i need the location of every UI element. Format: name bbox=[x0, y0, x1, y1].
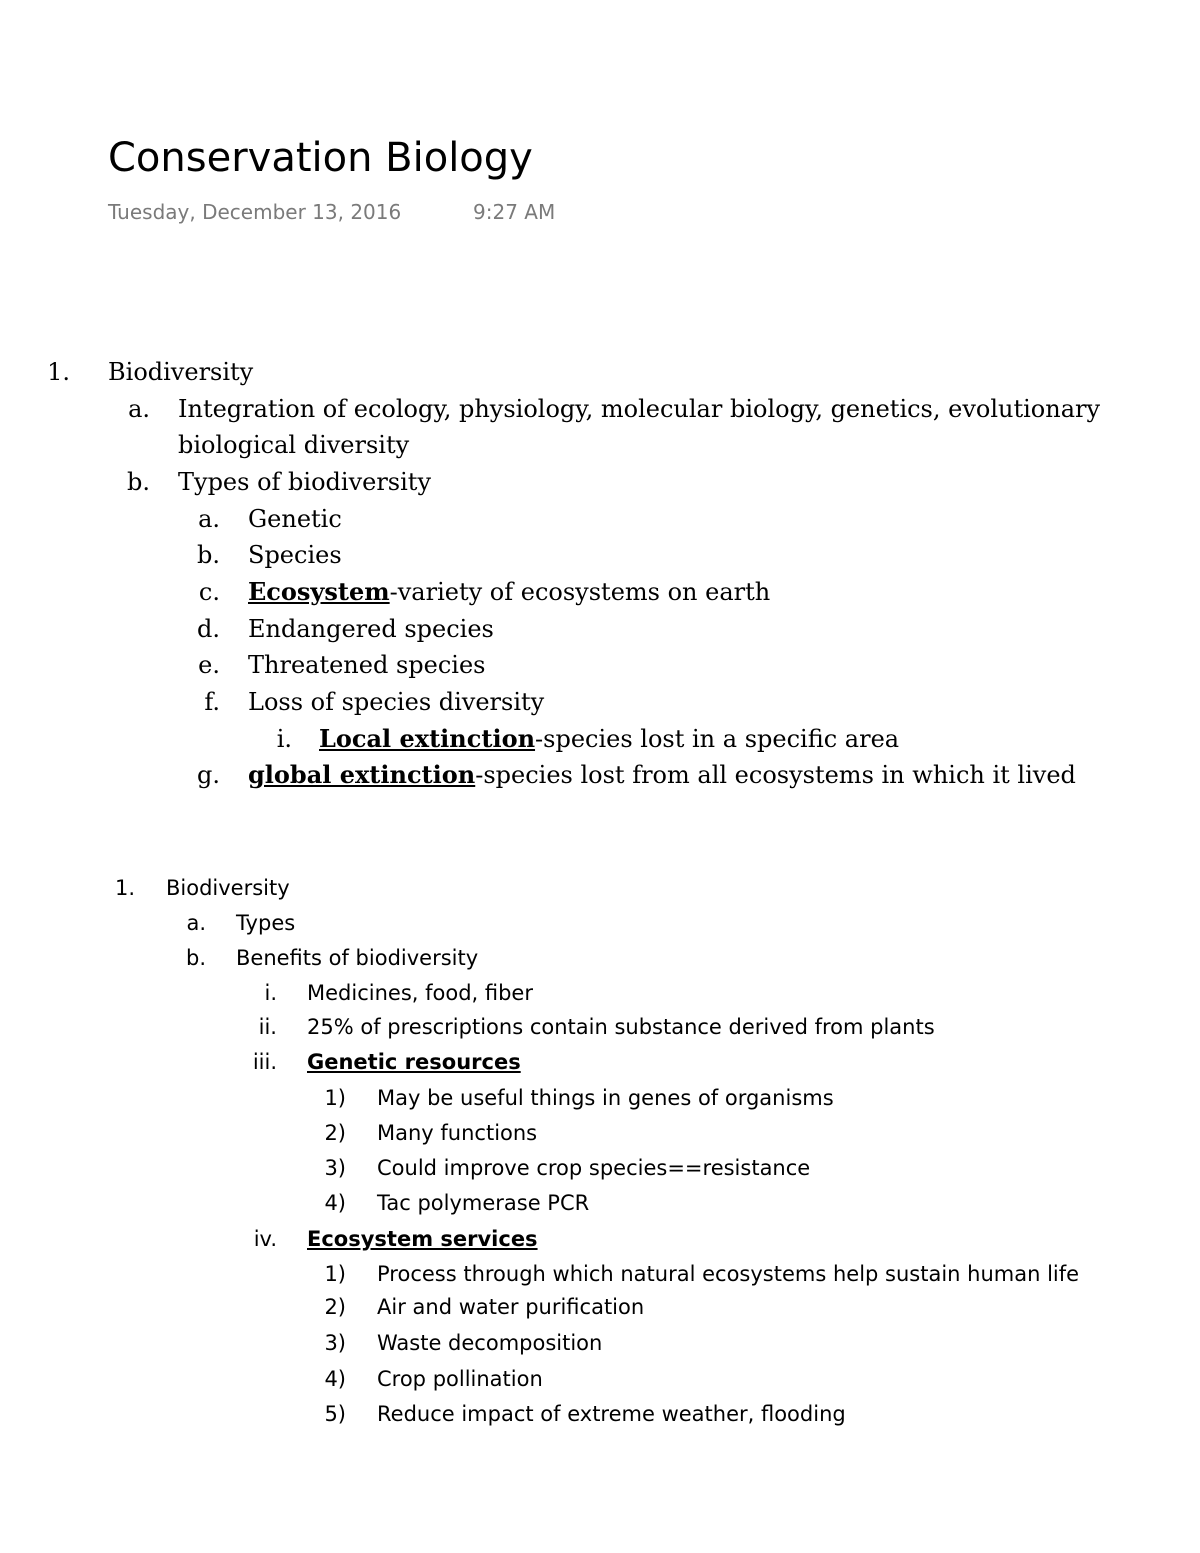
list-marker: i. bbox=[276, 725, 292, 753]
key-term: global extinction bbox=[248, 760, 476, 789]
list-marker: e. bbox=[198, 651, 220, 679]
list-marker: i. bbox=[264, 981, 277, 1005]
key-term: Ecosystem bbox=[248, 577, 390, 606]
list-item-text: Threatened species bbox=[248, 651, 486, 679]
list-item-text: Reduce impact of extreme weather, flooding bbox=[377, 1402, 846, 1426]
list-item-text: Could improve crop species==resistance bbox=[377, 1156, 811, 1180]
list-marker: 1. bbox=[47, 358, 70, 386]
list-item-text: Medicines, food, fiber bbox=[307, 981, 533, 1005]
list-item-text: Tac polymerase PCR bbox=[377, 1191, 590, 1215]
note-time: 9:27 AM bbox=[473, 200, 556, 224]
list-marker: 2) bbox=[324, 1295, 346, 1319]
list-marker: 1) bbox=[324, 1086, 346, 1110]
key-term: Local extinction bbox=[319, 724, 536, 753]
list-item-text: Types bbox=[236, 911, 296, 935]
note-date: Tuesday, December 13, 2016 bbox=[108, 200, 402, 224]
list-marker: 2) bbox=[324, 1121, 346, 1145]
list-marker: iv. bbox=[253, 1227, 277, 1251]
list-item-text: Biodiversity bbox=[166, 876, 290, 900]
list-item-text: Genetic bbox=[248, 505, 342, 533]
list-item-text: Many functions bbox=[377, 1121, 538, 1145]
list-marker: a. bbox=[186, 911, 206, 935]
list-item-text: Endangered species bbox=[248, 615, 494, 643]
list-item-text: Loss of species diversity bbox=[248, 688, 545, 716]
list-item-text: Biodiversity bbox=[108, 358, 254, 386]
list-marker: 4) bbox=[324, 1367, 346, 1391]
key-term: Genetic resources bbox=[307, 1050, 521, 1074]
list-marker: iii. bbox=[252, 1050, 277, 1074]
list-item-text: Species bbox=[248, 541, 342, 569]
list-marker: 1. bbox=[114, 876, 135, 900]
list-marker: f. bbox=[204, 688, 220, 716]
list-marker: 1) bbox=[324, 1262, 346, 1286]
list-marker: g. bbox=[197, 761, 220, 789]
list-item-text: Integration of ecology, physiology, molecular biology, genetics, evolutionary bbox=[178, 395, 1101, 423]
list-item-text: Benefits of biodiversity bbox=[236, 946, 479, 970]
list-item-text: -species lost in a specific area bbox=[535, 725, 900, 753]
list-marker: b. bbox=[197, 541, 220, 569]
list-marker: b. bbox=[127, 468, 150, 496]
list-item-text: -variety of ecosystems on earth bbox=[389, 578, 771, 606]
list-item-text: 25% of prescriptions contain substance derived from plants bbox=[307, 1015, 935, 1039]
list-item-text: May be useful things in genes of organisms bbox=[377, 1086, 834, 1110]
list-marker: a. bbox=[198, 505, 220, 533]
list-marker: 4) bbox=[324, 1191, 346, 1215]
list-marker: c. bbox=[198, 578, 220, 606]
list-marker: a. bbox=[128, 395, 150, 423]
list-marker: 5) bbox=[324, 1402, 346, 1426]
list-item-text: Waste decomposition bbox=[377, 1331, 603, 1355]
key-term: Ecosystem services bbox=[307, 1227, 538, 1251]
list-item-text: Process through which natural ecosystems help sustain human life bbox=[377, 1262, 1080, 1286]
list-item-text: Crop pollination bbox=[377, 1367, 543, 1391]
list-marker: 3) bbox=[324, 1331, 346, 1355]
list-marker: b. bbox=[185, 946, 206, 970]
list-item-text: Types of biodiversity bbox=[178, 468, 431, 496]
list-marker: d. bbox=[197, 615, 220, 643]
list-marker: 3) bbox=[324, 1156, 346, 1180]
list-item-text: -species lost from all ecosystems in which it lived bbox=[475, 761, 1076, 789]
page-title: Conservation Biology bbox=[108, 135, 533, 181]
list-item-text: Air and water purification bbox=[377, 1295, 645, 1319]
list-marker: ii. bbox=[258, 1015, 277, 1039]
list-item-text: biological diversity bbox=[178, 431, 410, 459]
